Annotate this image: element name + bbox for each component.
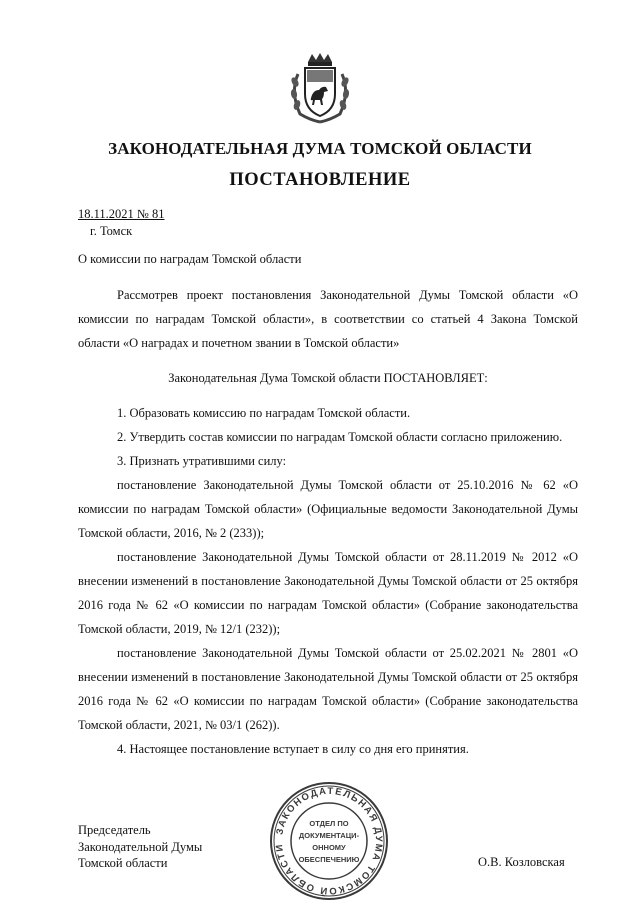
signatory-name: О.В. Козловская <box>478 855 565 869</box>
coat-of-arms-emblem <box>286 52 354 124</box>
repealed-act-2: постановление Законодательной Думы Томской области от 28.11.2019 № 2012 «О внесении изменений в постановление Законодательной Думы Томской области от 25 октября 2016 года № 62 «О комиссии по наградам Томской области» (Собрание законодательства Томской области, 2019, № 12/1 (232)); <box>78 550 578 636</box>
signatory-title <box>78 822 202 872</box>
stamp-center-line: ДОКУМЕНТАЦИ- <box>298 831 360 840</box>
stamp-ring-text: ЗАКОНОДАТЕЛЬНАЯ ДУМА ТОМСКОЙ ОБЛАСТИ <box>273 785 385 897</box>
document-body <box>78 283 578 761</box>
clause-1: 1. Образовать комиссию по наградам Томской области. <box>117 406 411 420</box>
signatory-title-line: Законодательной Думы <box>78 839 203 854</box>
signatory-title-line: Председатель <box>78 823 151 837</box>
organization-title: ЗАКОНОДАТЕЛЬНАЯ ДУМА ТОМСКОЙ ОБЛАСТИ <box>108 139 532 158</box>
document-subject: О комиссии по наградам Томской области <box>78 252 302 266</box>
stamp-center-line: ОБЕСПЕЧЕНИЮ <box>298 855 360 864</box>
repealed-act-1: постановление Законодательной Думы Томской области от 25.10.2016 № 62 «О комиссии по наградам Томской области» (Официальные ведомости Законодательной Думы Томской области, 2016, № 2 (233)); <box>78 478 578 540</box>
document-type: ПОСТАНОВЛЕНИЕ <box>229 170 411 190</box>
official-stamp <box>268 780 390 902</box>
stamp-center-line: ОННОМУ <box>312 843 346 852</box>
signatory-title-line: Томской области <box>78 856 168 870</box>
preamble-paragraph: Рассмотрев проект постановления Законодательной Думы Томской области «О комиссии по наградам Томской области», в соответствии со статьей 4 Закона Томской области «О наградах и почетном звании в Томской области» <box>78 288 578 350</box>
repealed-act-3: постановление Законодательной Думы Томской области от 25.02.2021 № 2801 «О внесении изменений в постановление Законодательной Думы Томской области от 25 октября 2016 года № 62 «О комиссии по наградам Томской области» (Собрание законодательства Томской области, 2021, № 03/1 (262)). <box>78 646 578 732</box>
decree-line: Законодательная Дума Томской области ПОСТАНОВЛЯЕТ: <box>168 371 488 385</box>
clause-4: 4. Настоящее постановление вступает в силу со дня его принятия. <box>117 742 469 756</box>
stamp-center-line: ОТДЕЛ ПО <box>309 819 349 828</box>
city: г. Томск <box>90 224 133 238</box>
clause-2: 2. Утвердить состав комиссии по наградам Томской области согласно приложению. <box>117 430 563 444</box>
date-number: 18.11.2021 № 81 <box>78 207 165 221</box>
clause-3: 3. Признать утратившими силу: <box>117 454 287 468</box>
